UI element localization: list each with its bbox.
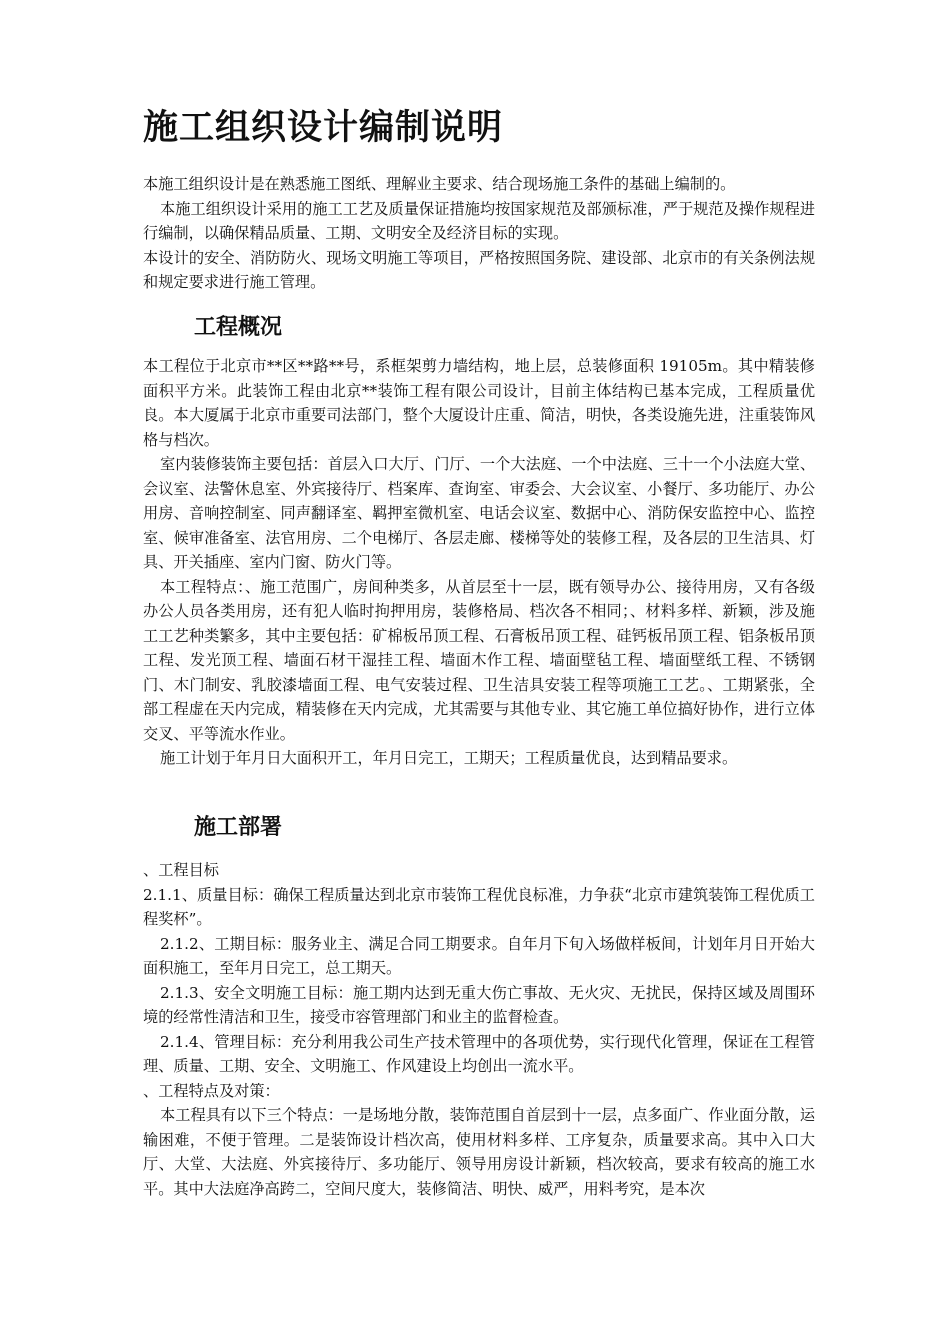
overview-paragraph: 本工程位于北京市**区**路**号，系框架剪力墙结构，地上层，总装修面积 19105m。其中精装修面积平方米。此装饰工程由北京**装饰工程有限公司设计，目前主体结构已基本完成，工程质量优良。本大厦属于北京市重要司法部门，整个大厦设计庄重、简洁，明快，各类设施先进，注重装饰风格与档次。: [143, 357, 815, 449]
section-heading-deployment: 施工部署: [194, 814, 283, 840]
intro-paragraph: 本施工组织设计采用的施工工艺及质量保证措施均按国家规范及部颁标准，严于规范及操作规程进行编制，以确保精品质量、工期、文明安全及经济目标的实现。: [143, 199, 815, 242]
deployment-paragraph: 、工程特点及对策：: [143, 1081, 280, 1100]
deployment-paragraph: 2.1.2、工期目标：服务业主、满足合同工期要求。自年月下旬入场做样板间，计划年月日开始大面积施工，至年月日完工，总工期天。: [143, 934, 815, 977]
section-heading-overview: 工程概况: [194, 314, 283, 340]
deployment-paragraph: 、工程目标: [143, 861, 219, 879]
intro-paragraph: 本施工组织设计是在熟悉施工图纸、理解业主要求、结合现场施工条件的基础上编制的。: [143, 175, 736, 193]
overview-paragraph: 本工程特点：、施工范围广，房间种类多，从首层至十一层，既有领导办公、接待用房，又有各级办公人员各类用房，还有犯人临时拘押用房，装修格局、档次各不相同；、材料多样、新颖，涉及施工工艺种类繁多，其中主要包括：矿棉板吊顶工程、石膏板吊顶工程、硅钙板吊顶工程、铝条板吊顶工程、发光顶工程、墙面石材干湿挂工程、墙面木作工程、墙面壁毡工程、墙面壁纸工程、不锈钢门、木门制安、乳胶漆墙面工程、电气安装过程、卫生洁具安装工程等项施工工艺。、工期紧张，全部工程虚在天内完成，精装修在天内完成，尤其需要与其他专业、其它施工单位搞好协作，进行立体交叉、平等流水作业。: [143, 577, 815, 743]
deployment-section: [143, 858, 815, 1201]
overview-paragraph: 施工计划于年月日大面积开工，年月日完工，工期天；工程质量优良，达到精品要求。: [160, 749, 738, 767]
intro-paragraph: 本设计的安全、消防防火、现场文明施工等项目，严格按照国务院、建设部、北京市的有关条例法规和规定要求进行施工管理。: [143, 248, 815, 291]
document-title: 施工组织设计编制说明: [143, 107, 504, 148]
deployment-paragraph: 2.1.1、质量目标：确保工程质量达到北京市装饰工程优良标准，力争获“北京市建筑装饰工程优质工程奖杯”。: [143, 885, 815, 928]
overview-section: [143, 354, 815, 771]
deployment-paragraph: 本工程具有以下三个特点：一是场地分散，装饰范围自首层到十一层，点多面广、作业面分散，运输困难，不便于管理。二是装饰设计档次高，使用材料多样、工序复杂，质量要求高。其中入口大厅、大堂、大法庭、外宾接待厅、多功能厅、领导用房设计新颖，档次较高，要求有较高的施工水平。其中大法庭净高跨二，空间尺度大，装修简洁、明快、威严，用料考究，是本次: [143, 1106, 815, 1198]
intro-section: [143, 172, 815, 295]
deployment-paragraph: 2.1.3、安全文明施工目标：施工期内达到无重大伤亡事故、无火灾、无扰民，保持区域及周围环境的经常性清洁和卫生，接受市容管理部门和业主的监督检查。: [143, 983, 815, 1026]
overview-paragraph: 室内装修装饰主要包括：首层入口大厅、门厅、一个大法庭、一个中法庭、三十一个小法庭大堂、会议室、法警休息室、外宾接待厅、档案库、查询室、审委会、大会议室、小餐厅、多功能厅、办公用房、音响控制室、同声翻译室、羁押室微机室、电话会议室、数据中心、消防保安监控中心、监控室、候审准备室、法官用房、二个电梯厅、各层走廊、楼梯等处的装修工程，及各层的卫生洁具、灯具、开关插座、室内门窗、防火门等。: [143, 455, 815, 571]
deployment-paragraph: 2.1.4、管理目标：充分利用我公司生产技术管理中的各项优势，实行现代化管理，保证在工程管理、质量、工期、安全、文明施工、作风建设上均创出一流水平。: [143, 1032, 815, 1075]
